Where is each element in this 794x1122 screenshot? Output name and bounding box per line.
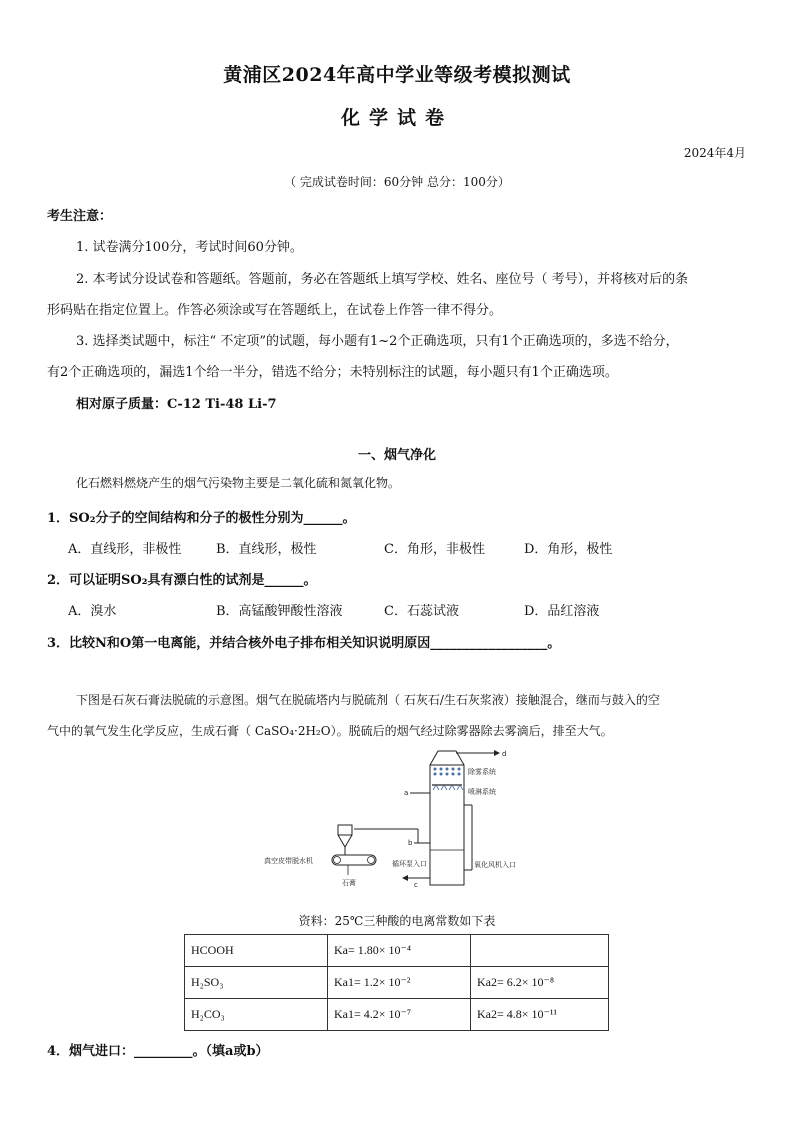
notice-item: 3. 选择类试题中，标注“ 不定项”的试题，每小题有1~2个正确选项，只有1个正确选项的，多选不给分， [76, 334, 679, 349]
atomic-mass: 相对原子质量：C-12 Ti-48 Li-7 [76, 397, 277, 412]
tower-body [430, 765, 464, 885]
question-4-stem: 4．烟气进口：_________。（填a或b） [47, 1044, 269, 1059]
question-3-stem: 3．比较N和O第一电离能，并结合核外电子排布相关知识说明原因__________________。 [47, 636, 561, 651]
label-spray: 喷淋系统 [468, 788, 496, 796]
q1-option-c: C．角形，非极性 [384, 542, 485, 557]
passage-line: 下图是石灰石膏法脱硫的示意图。烟气在脱硫塔内与脱硫剂（ 石灰石/生石灰浆液）接触混合，继而与鼓入的空 [76, 693, 660, 707]
notice-item: 2. 本考试分设试卷和答题纸。答题前，务必在答题纸上填写学校、姓名、座位号（ 考号），并将核对后的条 [76, 272, 689, 287]
label-demist: 除雾系统 [468, 768, 496, 776]
notice-item: 有2个正确选项的，漏选1个给一半分，错选不给分；未特别标注的试题，每小题只有1个正确选项。 [47, 365, 618, 380]
table-row [185, 935, 609, 967]
label-b: b [408, 839, 413, 847]
table-cell: Ka2= 4.8× 10⁻¹¹ [471, 999, 609, 1031]
exam-date: 2024年4月 [683, 146, 746, 160]
duration-line: （ 完成试卷时间：60分钟 总分：100分） [284, 175, 510, 189]
q2-option-d: D．品红溶液 [524, 604, 600, 619]
label-d: d [502, 750, 507, 758]
page-title: 黄浦区2024年高中学业等级考模拟测试 [223, 64, 571, 86]
hydrocyclone [338, 825, 352, 835]
label-pump: 循环泵入口 [392, 860, 427, 868]
passage-line: 气中的氧气发生化学反应，生成石膏（ CaSO₄·2H₂O）。脱硫后的烟气经过除雾器除去雾滴后，排至大气。 [47, 724, 613, 738]
label-c: c [414, 881, 418, 889]
question-1-stem: 1．SO₂分子的空间结构和分子的极性分别为______。 [47, 511, 356, 526]
desulfurization-diagram [258, 745, 558, 895]
table-row [185, 999, 609, 1031]
table-row [185, 967, 609, 999]
table-cell: Ka= 1.80× 10⁻⁴ [328, 935, 471, 967]
table-cell: Ka1= 4.2× 10⁻⁷ [328, 999, 471, 1031]
q1-option-d: D．角形，极性 [524, 542, 613, 557]
section-heading: 一、烟气净化 [357, 448, 436, 463]
q2-option-a: A．溴水 [68, 604, 117, 619]
table-cell: Ka2= 6.2× 10⁻⁸ [471, 967, 609, 999]
spray-nozzles [433, 785, 463, 790]
table-cell: Ka1= 1.2× 10⁻² [328, 967, 471, 999]
table-caption: 资料：25℃三种酸的电离常数如下表 [298, 914, 496, 928]
table-cell: H₂SO₃ [185, 967, 328, 999]
notice-item: 形码贴在指定位置上。作答必须涂或写在答题纸上，在试卷上作答一律不得分。 [47, 303, 503, 318]
label-a: a [404, 789, 409, 797]
table-cell: H₂CO₃ [185, 999, 328, 1031]
question-2-stem: 2．可以证明SO₂具有漂白性的试剂是______。 [47, 573, 317, 588]
table-cell: HCOOH [185, 935, 328, 967]
q2-option-b: B．高锰酸钾酸性溶液 [216, 604, 343, 619]
q1-option-a: A．直线形，非极性 [68, 542, 182, 557]
table-cell [471, 935, 609, 967]
ionization-constants-table [184, 934, 609, 1031]
q2-option-c: C．石蕊试液 [384, 604, 459, 619]
notice-heading: 考生注意： [47, 209, 113, 224]
label-fan: 氧化风机入口 [474, 861, 516, 869]
q1-option-b: B．直线形，极性 [216, 542, 317, 557]
label-gypsum: 石膏 [342, 879, 356, 887]
page-subtitle: 化学试卷 [340, 107, 453, 129]
label-vacuum: 真空皮带脱水机 [264, 857, 313, 865]
demist-layer [434, 768, 461, 776]
notice-item: 1. 试卷满分100分，考试时间60分钟。 [76, 240, 303, 255]
section-intro: 化石燃料燃烧产生的烟气污染物主要是二氧化硫和氮氧化物。 [76, 476, 401, 490]
